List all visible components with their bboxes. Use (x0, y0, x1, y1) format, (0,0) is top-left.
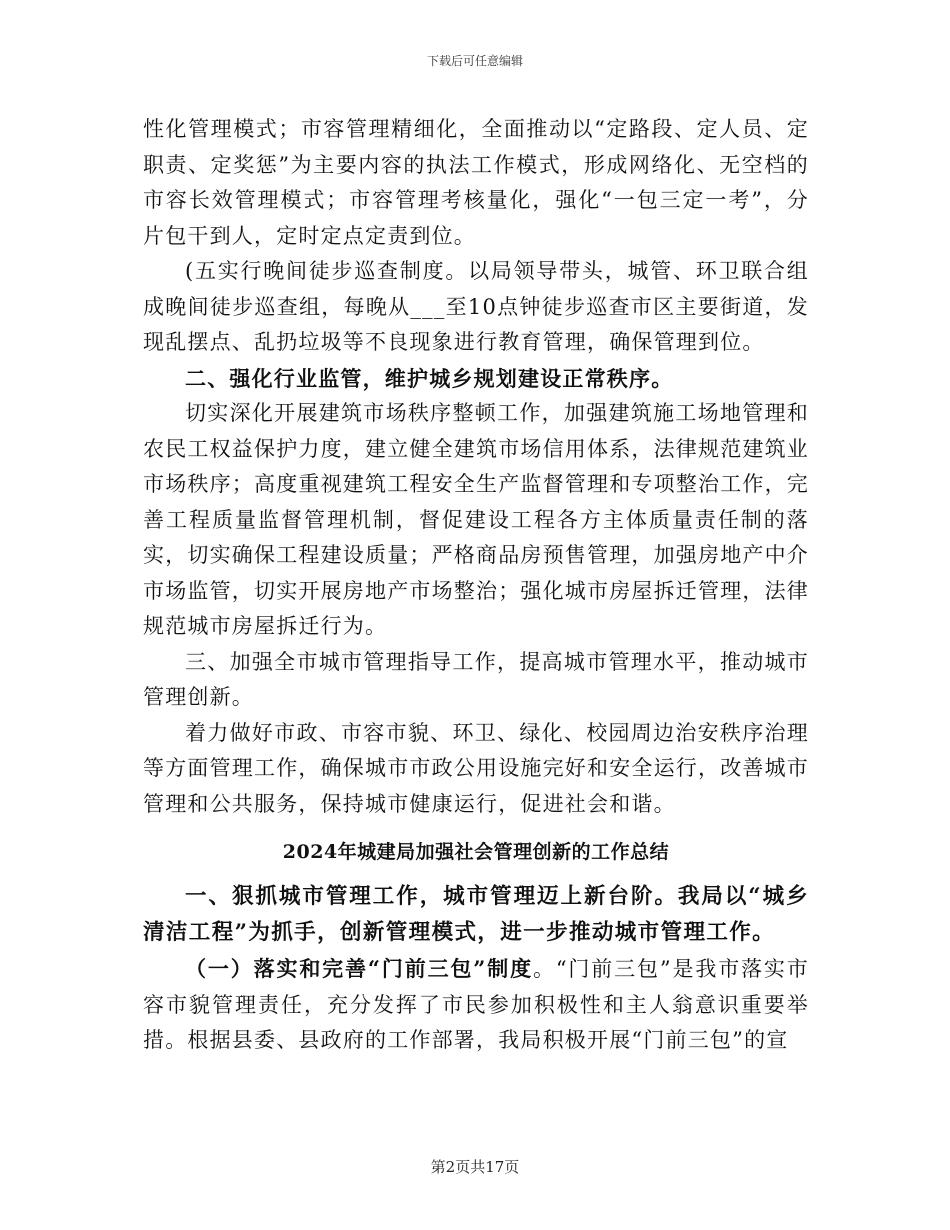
section-heading-2: 二、强化行业监管，维护城乡规划建设正常秩序。 (185, 365, 674, 391)
document-body (143, 112, 809, 1059)
subsection-heading: （一）落实和完善“门前三包”制度 (185, 956, 533, 981)
section-heading-3: 三、加强全市城市管理指导工作，提高城市管理水平，推动城市管理创新。 (143, 649, 809, 709)
paragraph-three-guarantees (143, 951, 809, 1059)
paragraph-industry-supervision: 切实深化开展建筑市场秩序整顿工作，加强建筑施工场地管理和农民工权益保护力度，建立健全建筑市场信用体系，法律规范建筑业市场秩序；高度重视建筑工程安全生产监督管理和专项整治工作，完善工程质量监督管理机制，督促建设工程各方主体质量责任制的落实，切实确保工程建设质量；严格商品房预售管理，加强房地产中介市场监管，切实开展房地产市场整治；强化城市房屋拆迁管理，法律规范城市房屋拆迁行为。 (143, 401, 809, 638)
section-heading-1: 一、狠抓城市管理工作，城市管理迈上新台阶。我局以“城乡清洁工程”为抓手，创新管理模式，进一步推动城市管理工作。 (143, 884, 809, 945)
paragraph-continuation: 性化管理模式；市容管理精细化，全面推动以“定路段、定人员、定职责、定奖惩”为主要内容的执法工作模式，形成网络化、无空档的市容长效管理模式；市容管理考核量化，强化“一包三定一考”，分片包干到人，定时定点定责到位。 (143, 117, 809, 248)
page-header: 下载后可任意编辑 (426, 54, 523, 68)
paragraph-city-management: 着力做好市政、市容市貌、环卫、绿化、校园周边治安秩序治理等方面管理工作，确保城市市政公用设施完好和安全运行，改善城市管理和公共服务，保持城市健康运行，促进社会和谐。 (143, 720, 809, 816)
document-title: 2024年城建局加强社会管理创新的工作总结 (282, 841, 670, 863)
paragraph-text: 。“门前三包”是我市落实市容市貌管理责任，充分发挥了市民参加积极性和主人翁意识重要举措。根据县委、县政府的工作部署，我局积极开展“门前三包”的宣 (143, 957, 809, 1052)
paragraph-night-patrol: (五实行晚间徒步巡查制度。以局领导带头，城管、环卫联合组成晚间徒步巡查组，每晚从___至10点钟徒步巡查市区主要街道，发现乱摆点、乱扔垃圾等不良现象进行教育管理，确保管理到位。 (143, 259, 809, 354)
page-footer: 第2页共17页 (430, 1158, 520, 1176)
